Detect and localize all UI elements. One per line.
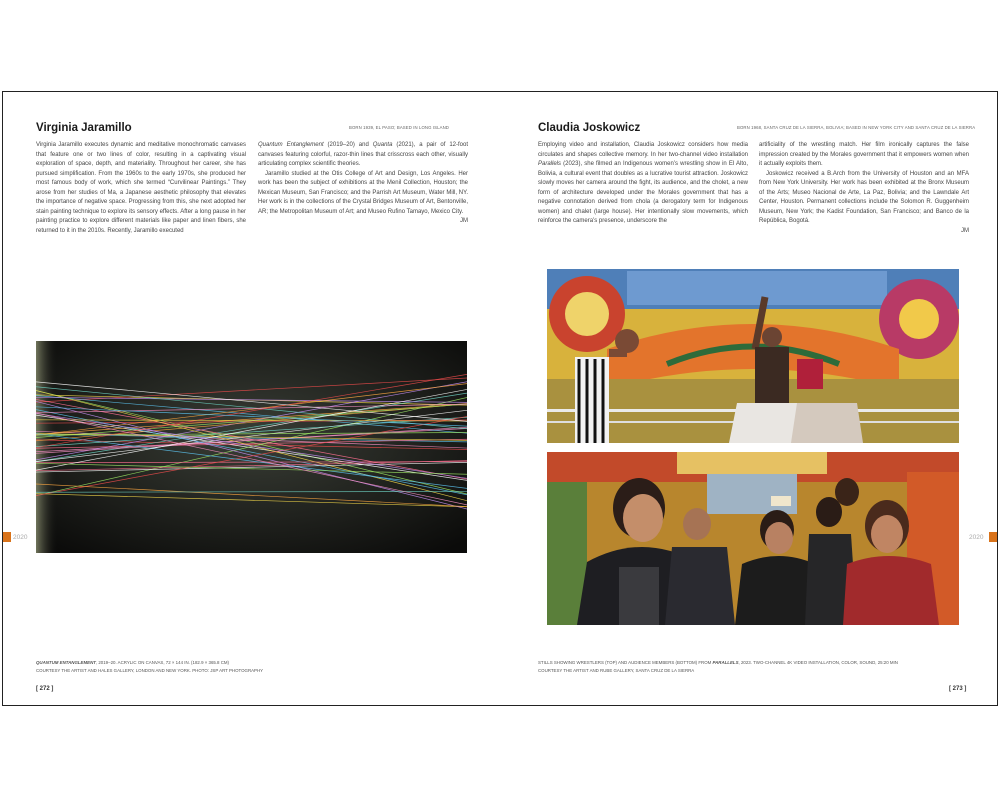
work-title: Parallels — [538, 161, 562, 167]
artist-name: Virginia Jaramillo — [36, 122, 132, 134]
image-caption: QUANTUM ENTANGLEMENT, 2019–20. ACRYLIC ON CANVAS, 72 × 144 IN. (182.9 × 365.8 CM) COURTESY THE ARTIST AND HALES GALLERY, LONDON AND NEW YORK. PHOTO: JSP ART PHOTOGRAPHY — [36, 660, 264, 673]
body-paragraph: Joskowicz received a B.Arch from the University of Houston and an MFA from New York University. Her work has been exhibited at the Bronx Museum of the Arts; Museo Nacional de Arte, La Paz, Bolivia; and the Lawndale Art Center, Houston. Permanent collections include the Solomon R. Guggenheim Museum, New York; the Kadist Foundation, San Francisco; and Banco de la República, Bogotá. — [759, 170, 969, 224]
artist-bio-line: BORN 1968, SANTA CRUZ DE LA SIERRA, BOLIVIA; BASED IN NEW YORK CITY AND SANTA CRUZ DE LA SIERRA — [737, 125, 976, 130]
right-page — [501, 92, 997, 705]
body-paragraph: Jaramillo studied at the Otis College of Art and Design, Los Angeles. Her work has been the subject of exhibitions at the Menil Collection, Houston; the Mexican Museum, San Francisco; and the Parrish Art Museum, Water Mill, NY. Her work is in the collections of the Crystal Bridges Museum of Art, Bentonville, AR; the Metropolitan Museum of Art; and Museo Rufino Tamayo, Mexico City. — [258, 170, 468, 215]
author-initials: JM — [460, 218, 468, 224]
image-caption: STILLS SHOWING WRESTLERS (TOP) AND AUDIENCE MEMBERS (BOTTOM) FROM PARALLELS, 2023. TWO-CHANNEL 4K VIDEO INSTALLATION, COLOR, SOUND, 25:20 MIN COURTESY THE ARTIST AND RUBE GALLERY, SANTA CRUZ DE LA SIERRA — [538, 660, 898, 673]
year-label: 2020 — [969, 534, 984, 541]
body-paragraph: artificiality of the wrestling match. Her film ironically captures the false impression created by the Morales government that it empowers women when it actually exploits them. — [759, 142, 969, 167]
body-paragraph: Quantum Entanglement (2019–20) and Quanta (2021), a pair of 12-foot canvases featuring colorful, razor-thin lines that crisscross each other, visually articulating complex scientific theories. — [258, 142, 469, 167]
body-column-2 — [759, 141, 969, 236]
page-number: [ 272 ] — [36, 686, 54, 692]
year-tab-marker — [989, 532, 997, 542]
work-title: Quanta — [372, 142, 393, 148]
body-column-2 — [258, 141, 468, 227]
work-title: Quantum Entanglement — [258, 142, 324, 148]
book-spread — [2, 91, 998, 706]
body-column-1 — [36, 141, 246, 236]
artist-name: Claudia Joskowicz — [538, 122, 641, 134]
audience-photo — [547, 452, 959, 625]
author-initials: JM — [961, 227, 969, 234]
body-paragraph: Employing video and installation, Claudia Joskowicz considers how media circulates and shapes collective memory. In her two-channel video installation Parallels (2023), she filmed an Indigenous women’s wrestling show in El Alto, Bolivia, a cultural event that doubles as a lucrative tourist attraction. Joskowicz slowly moves her camera around the fight, its audience, and the cholet, a new form of architecture developed under the Morales government that has a negative connotation derived from chola (a derogatory term for Indigenous women) and chalet (large house). Her intentionally slow movements, which reinforce the camera’s presence, underscore the — [538, 142, 748, 224]
page-number: [ 273 ] — [949, 686, 967, 692]
caption-title: PARALLELS — [712, 660, 739, 665]
artist-bio-line: BORN 1939, EL PASO; BASED IN LONG ISLAND — [349, 125, 449, 130]
wrestlers-photo — [547, 269, 959, 443]
caption-title: QUANTUM ENTANGLEMENT — [36, 660, 96, 665]
artwork-image — [36, 341, 467, 553]
body-paragraph: Virginia Jaramillo executes dynamic and meditative monochromatic canvases that feature one or two lines of color, resulting in a captivating visual exploration of space, depth, and materiality. Throughout her career, she has pursued simplification. From the 1960s to the early 1970s, she produced her most famous body of work, which she termed “Curvilinear Paintings.” They arose from her studies of Ma, a Japanese aesthetic philosophy that elevates the importance of negative space. Progressing from this, she next adopted her stain painting technique to explore its sensory effects. After a long pause in her painting practice to explore different materials like paper and linen fibers, she returned to it in the 2010s. Recently, Jaramillo executed — [36, 142, 246, 234]
body-column-1 — [538, 141, 748, 227]
year-label: 2020 — [13, 534, 28, 541]
left-page — [3, 92, 501, 705]
year-tab-marker — [3, 532, 11, 542]
